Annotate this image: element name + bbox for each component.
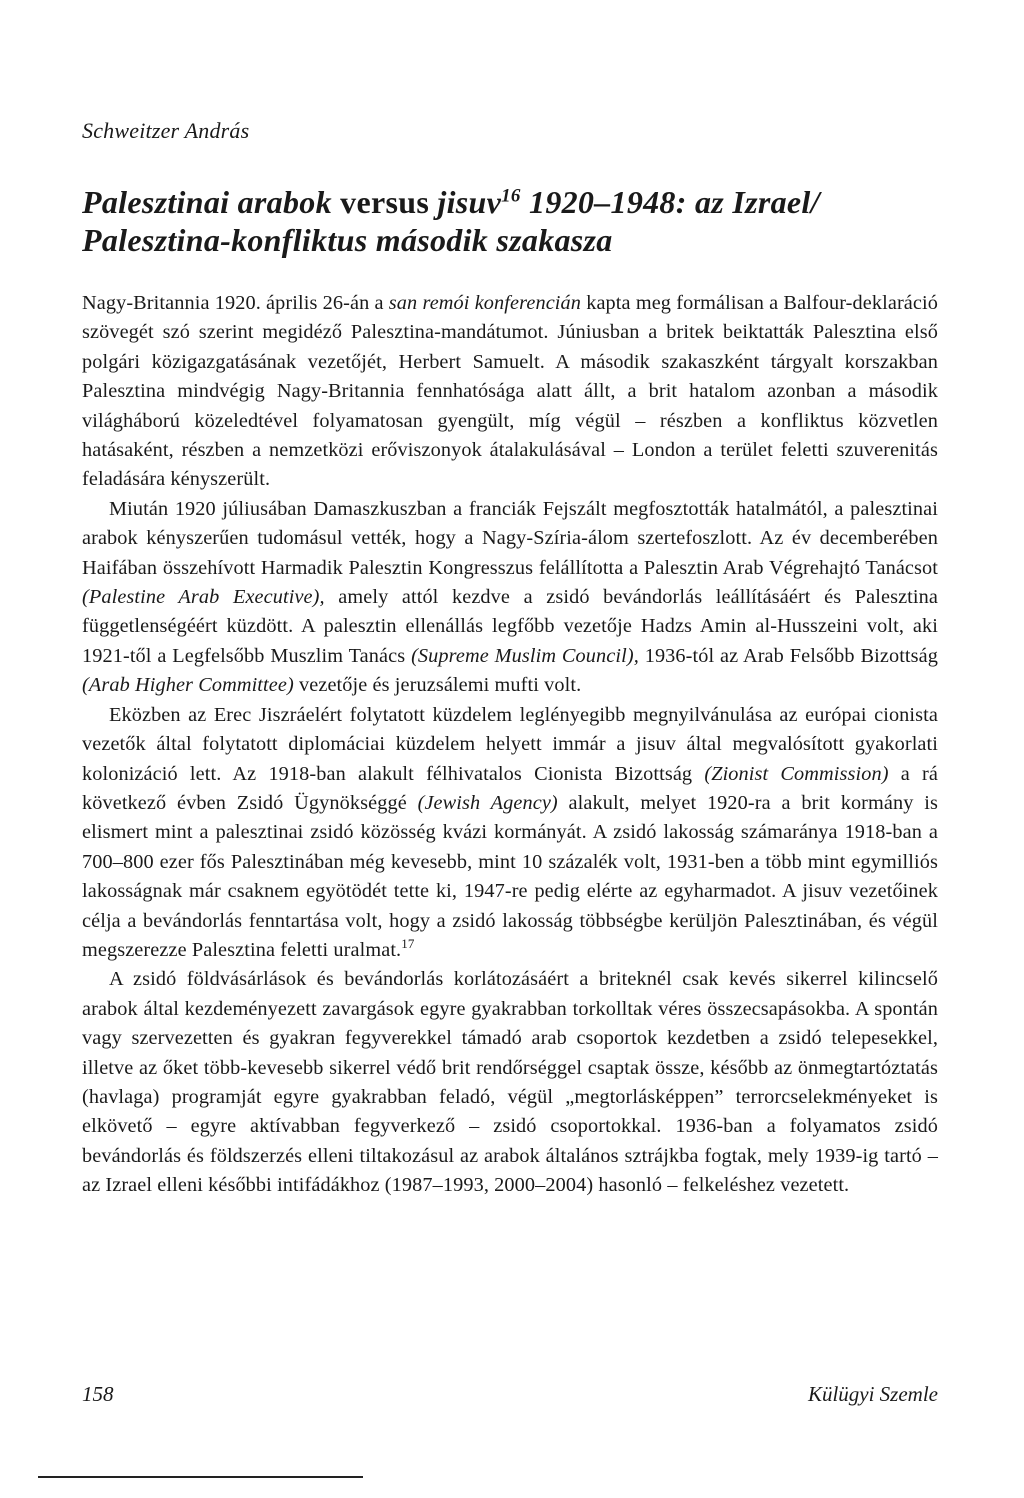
page-number: 158	[82, 1382, 114, 1406]
italic-run: (Zionist Commission)	[704, 762, 889, 785]
text-run: alakult, melyet 1920-ra a brit kormány is elismert mint a palesztinai zsidó közösség kvázi kormányát. A zsidó lakosság számaránya 1918-ban a 700–800 ezer fős Palesztinában még kevesebb, mint 10 százalék volt, 1931-ben a több mint egymilliós lakosságnak már csaknem egyötödét tette ki, 1947-re pedig elérte az egyharmadot. A jisuv vezetőinek célja a bevándorlás fenntartása volt, hogy a zsidó lakosság többségbe kerüljön Palesztinában, és végül megszerezze Palesztina feletti uralmat.	[82, 791, 938, 961]
footnote-ref-17: 17	[401, 936, 415, 952]
text-run: Miután 1920 júliusában Damaszkuszban a franciák Fejszált megfosztották hatalmától, a palesztinai arabok kényszerűen tudomásul vették, hogy a Nagy-Szíria-álom szertefoszlott. Az év decemberében Haifában összehívott Harmadik Palesztin Kongresszus felállította a Palesztin Arab Végrehajtó Tanácsot	[82, 497, 938, 579]
paragraph-4	[82, 965, 938, 1200]
text-run: 1936-tól az Arab Felsőbb Bizottság	[638, 644, 938, 667]
section-title	[82, 183, 938, 259]
text-run: Eközben az Erec Jiszráelért folytatott küzdelem leglényegibb megnyilvánulása az európai cionista vezetők által folytatott diplomáciai küzdelem helyett immár a jisuv által megvalósított gyakorlati kolonizáció lett. Az 1918-ban alakult félhivatalos Cionista Bizottság	[82, 703, 938, 785]
text-run: A zsidó földvásárlások és bevándorlás korlátozásáért a briteknél csak kevés sikerrel kilincselő arabok által kezdeményezett zavargások egyre gyakrabban torkolltak véres összecsapásokba. A spontán vagy szervezetten és gyakran fegyverekkel támadó arab csoportok kezdetben a zsidó telepesekkel, illetve az őket több-kevesebb sikerrel védő brit rendőrséggel csaptak össze, később az önmegtartóztatás (havlaga) programját egyre gyakrabban feladó, végül „megtorlásképpen” terrorcselekményeket is elkövető – egyre aktívabban fegyverkező – zsidó csoportokkal. 1936-ban a folyamatos zsidó bevándorlás és földszerzés elleni tiltakozásul az arabok általános sztrájkba fogtak, mely 1939-ig tartó – az Izrael elleni későbbi intifádákhoz (1987–1993, 2000–2004) hasonló – felkeléshez vezetett.	[82, 968, 938, 1197]
title-part-4: 1920–1948: az Izrael/ Palesztina-konfliktus második szakasza	[82, 184, 820, 258]
italic-run: (Arab Higher Committee)	[82, 674, 294, 697]
text-run: vezetője és jeruzsálemi mufti volt.	[293, 674, 582, 697]
text-run: Nagy-Britannia 1920. április 26-án a	[82, 292, 389, 314]
paragraph-3	[82, 701, 938, 966]
paragraph-2	[82, 495, 938, 701]
text-run: kapta meg formálisan a Balfour-deklaráció szövegét szó szerint megidéző Palesztina-mandátumot. Júniusban a britek beiktatták Palesztina első polgári közigazgatásának vezetőjét, Herbert Samuelt. A második szakaszként tárgyalt korszakban Palesztina mindvégig Nagy-Britannia fennhatósága alatt állt, a brit hatalom azonban a második világháború közeledtével folyamatosan gyengült, míg végül – részben a konfliktus közvetlen hatásaként, részben a nemzetközi erőviszonyok átalakulásával – London a terület feletti szuverenitás feladására kényszerült.	[82, 292, 938, 491]
text-run: amely attól kezdve a zsidó bevándorlás leállításáért és Palesztina függetlenségéért küzdött. A palesztin ellenállás legfőbb vezetője Hadzs Amin al-Husszeini volt, aki 1921-től a Legfelsőbb Muszlim Tanács	[82, 586, 938, 667]
italic-run: (Jewish Agency)	[417, 791, 558, 814]
running-head-author: Schweitzer András	[82, 118, 250, 143]
text-run: a rá következő évben Zsidó Ügynökséggé	[82, 762, 939, 814]
italic-run: (Palestine Arab Executive),	[82, 586, 325, 609]
italic-run: san remói konferencián	[388, 292, 582, 314]
paragraph-1	[82, 289, 938, 495]
italic-run: (Supreme Muslim Council),	[411, 644, 639, 667]
title-part-1: Palesztinai arabok	[82, 184, 332, 220]
bottom-rule-divider	[38, 1476, 363, 1478]
footnote-ref-16: 16	[501, 185, 521, 207]
title-part-2: versus	[331, 184, 438, 220]
body-text	[82, 289, 938, 1201]
title-part-3: jisuv	[437, 184, 502, 220]
journal-name: Külügyi Szemle	[807, 1382, 938, 1406]
